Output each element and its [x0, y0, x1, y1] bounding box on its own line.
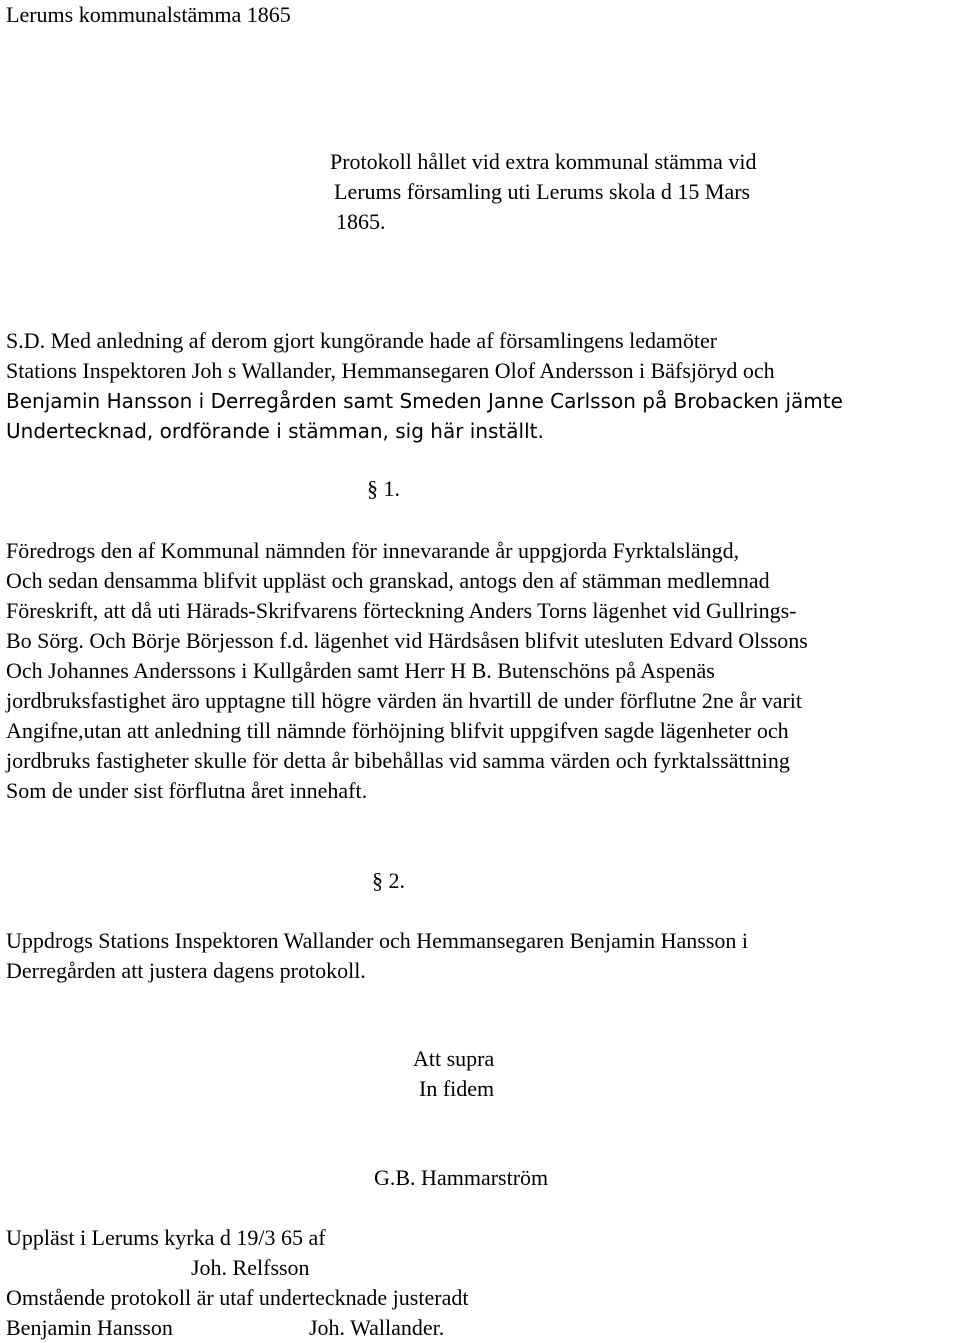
section-1-line-8: jordbruks fastigheter skulle för detta år bibehållas vid samma värden och fyrktalssättning: [6, 748, 790, 773]
section-2-mark: § 2.: [372, 868, 405, 893]
footer-read-note: Uppläst i Lerums kyrka d 19/3 65 af: [6, 1225, 326, 1250]
intro-line-1: S.D. Med anledning af derom gjort kungörande hade af församlingens ledamöter: [6, 328, 718, 353]
protocol-title-line-3: 1865.: [336, 209, 386, 234]
document-heading: Lerums kommunalstämma 1865: [6, 2, 291, 27]
section-1-line-5: Och Johannes Anderssons i Kullgården samt Herr H B. Butenschöns på Aspenäs: [6, 658, 715, 683]
signature-chairman: G.B. Hammarström: [374, 1165, 549, 1190]
intro-line-3: Benjamin Hansson i Derregården samt Smeden Janne Carlsson på Brobacken jämte: [6, 389, 843, 413]
footer-signer-2: Joh. Wallander.: [309, 1315, 445, 1340]
footer-verified-note: Omstående protokoll är utaf undertecknade justeradt: [6, 1285, 469, 1310]
closing-in-fidem: In fidem: [419, 1076, 495, 1101]
closing-att-supra: Att supra: [413, 1046, 495, 1071]
section-1-line-3: Föreskrift, att då uti Härads-Skrifvarens förteckning Anders Torns lägenhet vid Gullrings-: [6, 598, 797, 623]
intro-line-2: Stations Inspektoren Joh s Wallander, Hemmansegaren Olof Andersson i Bäfsjöryd och: [6, 358, 775, 383]
section-1-line-2: Och sedan densamma blifvit uppläst och granskad, antogs den af stämman medlemnad: [6, 568, 770, 593]
section-1-line-4: Bo Sörg. Och Börje Börjesson f.d. lägenhet vid Härdsåsen blifvit utesluten Edvard Olssons: [6, 628, 808, 653]
section-1-line-9: Som de under sist förflutna året innehaft.: [6, 778, 368, 803]
section-1-line-6: jordbruksfastighet äro upptagne till högre värden än hvartill de under förflutne 2ne år varit: [6, 688, 803, 713]
section-1-line-7: Angifne,utan att anledning till nämnde förhöjning blifvit uppgifven sagde lägenheter och: [6, 718, 789, 743]
protocol-title-line-2: Lerums församling uti Lerums skola d 15 Mars: [334, 179, 751, 204]
section-2-line-2: Derregården att justera dagens protokoll.: [6, 958, 366, 983]
section-1-mark: § 1.: [367, 476, 400, 501]
protocol-title-line-1: Protokoll hållet vid extra kommunal stämma vid: [330, 149, 757, 174]
section-1-line-1: Föredrogs den af Kommunal nämnden för innevarande år uppgjorda Fyrktalslängd,: [6, 538, 740, 563]
footer-reader-name: Joh. Relfsson: [191, 1255, 310, 1280]
intro-line-4: Undertecknad, ordförande i stämman, sig här inställt.: [6, 419, 544, 443]
footer-signer-1: Benjamin Hansson: [6, 1315, 173, 1340]
section-2-line-1: Uppdrogs Stations Inspektoren Wallander och Hemmansegaren Benjamin Hansson i: [6, 928, 748, 953]
